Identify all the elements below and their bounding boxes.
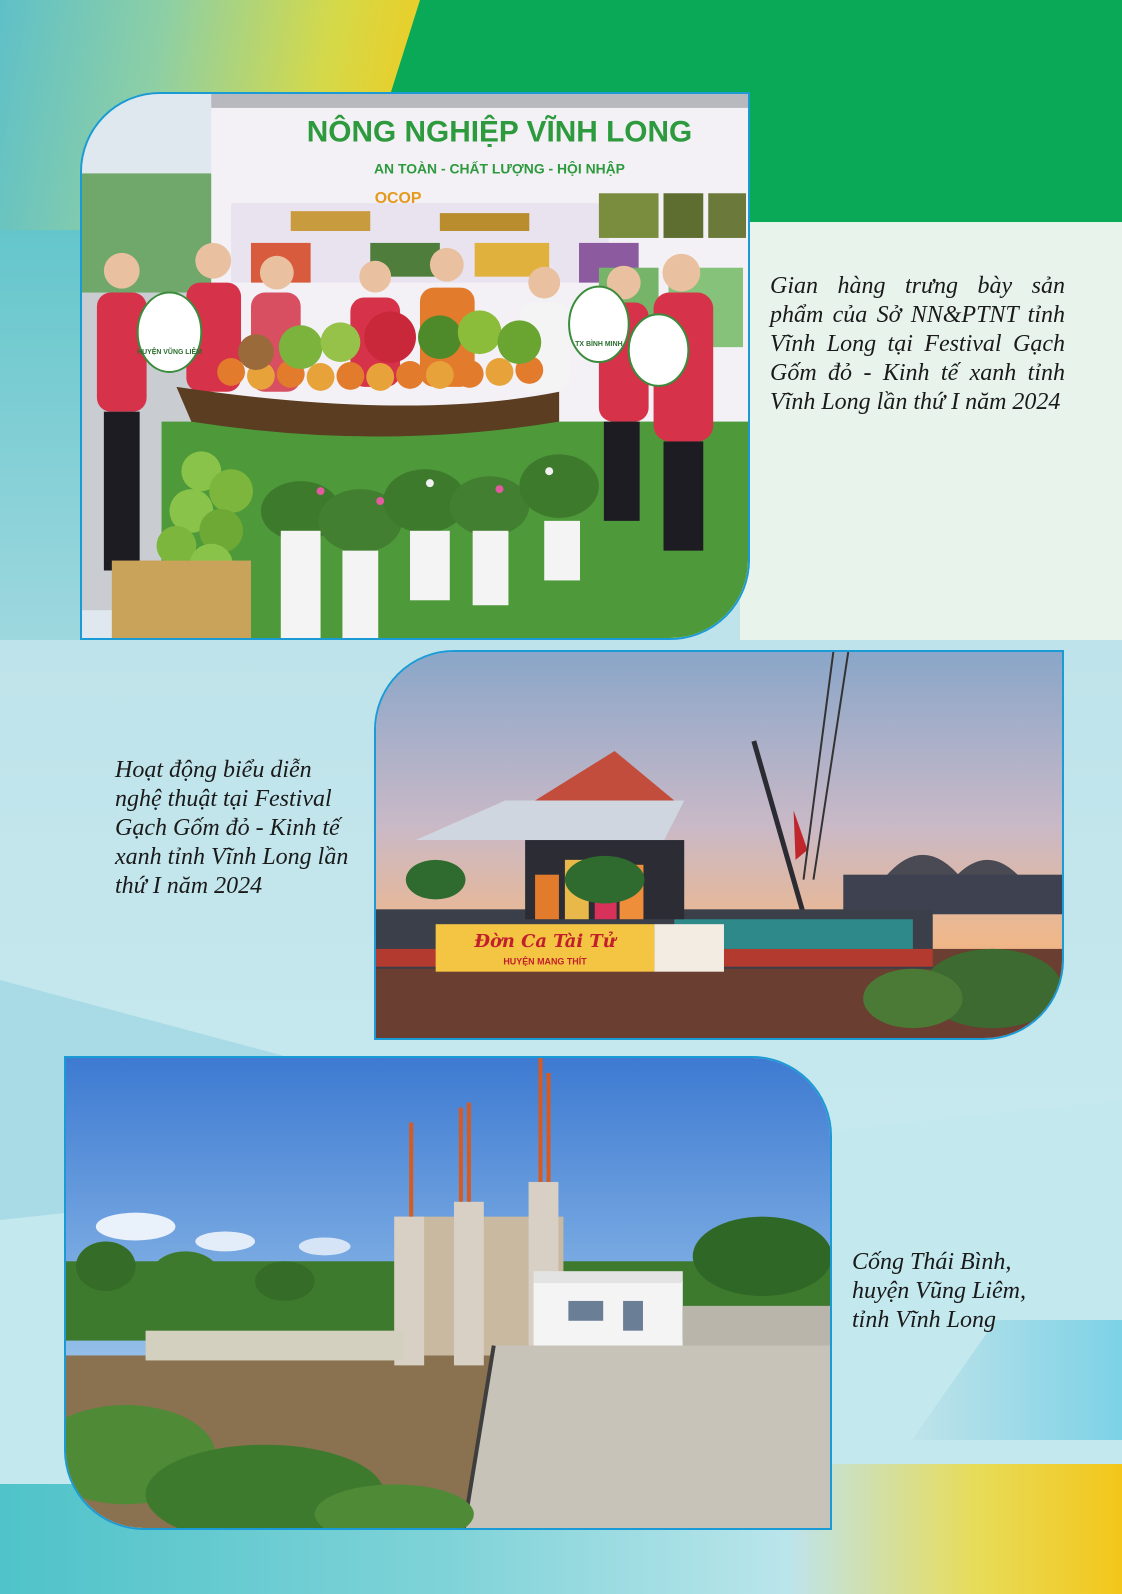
placard-mid-label: TX BÌNH MINH: [575, 341, 623, 349]
boat-photo-illustration: [376, 652, 1062, 1038]
sluice-photo-illustration: [66, 1058, 830, 1528]
left-teal-band: [0, 230, 80, 650]
bridge-deck: [464, 1346, 830, 1528]
bottom-gold-band: [792, 1464, 1122, 1594]
booth-sign-title: NÔNG NGHIỆP VĨNH LONG: [306, 115, 693, 149]
booth-photo-illustration: [82, 94, 748, 638]
sluice-photo: [64, 1056, 832, 1530]
booth-sign-ocop: OCOP: [374, 190, 422, 208]
booth-photo: [80, 92, 750, 640]
booth-sign-subtitle: AN TOÀN - CHẤT LƯỢNG - HỘI NHẬP: [374, 160, 625, 177]
sluice-caption: Cống Thái Bình, huyện Vũng Liêm, tỉnh Vĩnh Long: [852, 1249, 1026, 1333]
booth-caption: Gian hàng trưng bày sản phẩm của Sở NN&PTNT tỉnh Vĩnh Long tại Festival Gạch Gốm đỏ - Kinh tế xanh tỉnh Vĩnh Long lần thứ I năm 2024: [770, 273, 1065, 415]
boat-photo: [374, 650, 1064, 1040]
placard-left-label: HUYỆN VŨNG LIÊM: [137, 349, 202, 357]
boat-caption: Hoạt động biểu diễn nghệ thuật tại Festival Gạch Gốm đỏ - Kinh tế xanh tỉnh Vĩnh Long lần thứ I năm 2024: [115, 757, 349, 899]
boat-banner-subtitle: HUYỆN MANG THÍT: [503, 956, 587, 967]
boat-banner-title: Đờn Ca Tài Tử: [474, 930, 616, 952]
control-house: [534, 1281, 683, 1350]
